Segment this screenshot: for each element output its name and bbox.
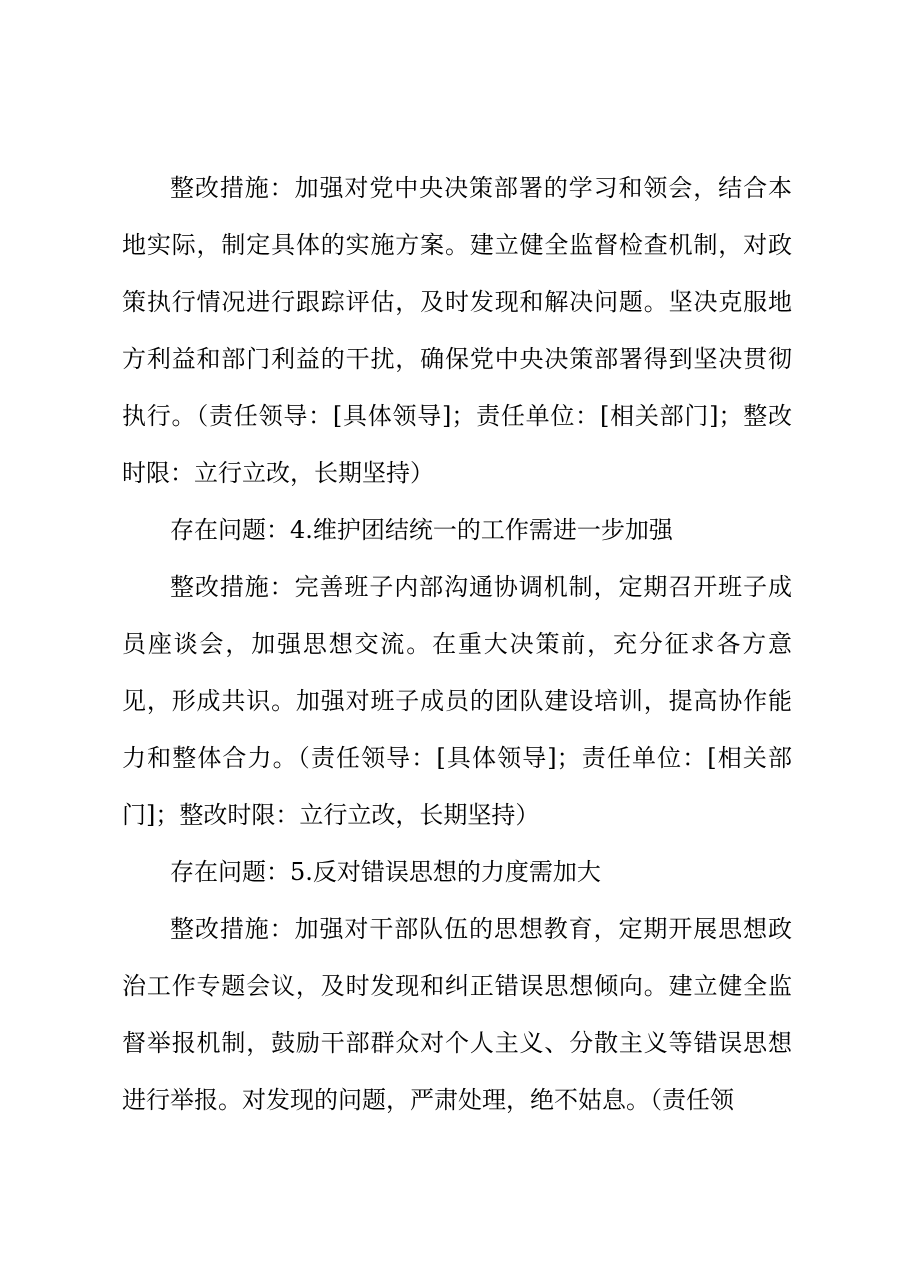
paragraph-problem-4: 存在问题：4.维护团结统一的工作需进一步加强 bbox=[170, 516, 673, 544]
paragraph-rectification-measures-2: 整改措施：完善班子内部沟通协调机制，定期召开班子成员座谈会，加强思想交流。在重大决策前，充分征求各方意见，形成共识。加强对班子成员的团队建设培训，提高协作能力和整体合力。（责任领导：[具体领导]；责任单位：[相关部门]；整改时限：立行立改，长期坚持） bbox=[122, 573, 792, 829]
paragraph-rectification-measures-3: 整改措施：加强对干部队伍的思想教育，定期开展思想政治工作专题会议，及时发现和纠正错误思想倾向。建立健全监督举报机制，鼓励干部群众对个人主义、分散主义等错误思想进行举报。对发现的问题，严肃处理，绝不姑息。（责任领 bbox=[122, 915, 792, 1114]
paragraph-problem-5: 存在问题：5.反对错误思想的力度需加大 bbox=[170, 858, 601, 886]
document-body bbox=[122, 160, 792, 1129]
paragraph-rectification-measures-1: 整改措施：加强对党中央决策部署的学习和领会，结合本地实际，制定具体的实施方案。建立健全监督检查机制，对政策执行情况进行跟踪评估，及时发现和解决问题。坚决克服地方利益和部门利益的干扰，确保党中央决策部署得到坚决贯彻执行。（责任领导：[具体领导]；责任单位：[相关部门]；整改时限：立行立改，长期坚持） bbox=[122, 174, 792, 487]
